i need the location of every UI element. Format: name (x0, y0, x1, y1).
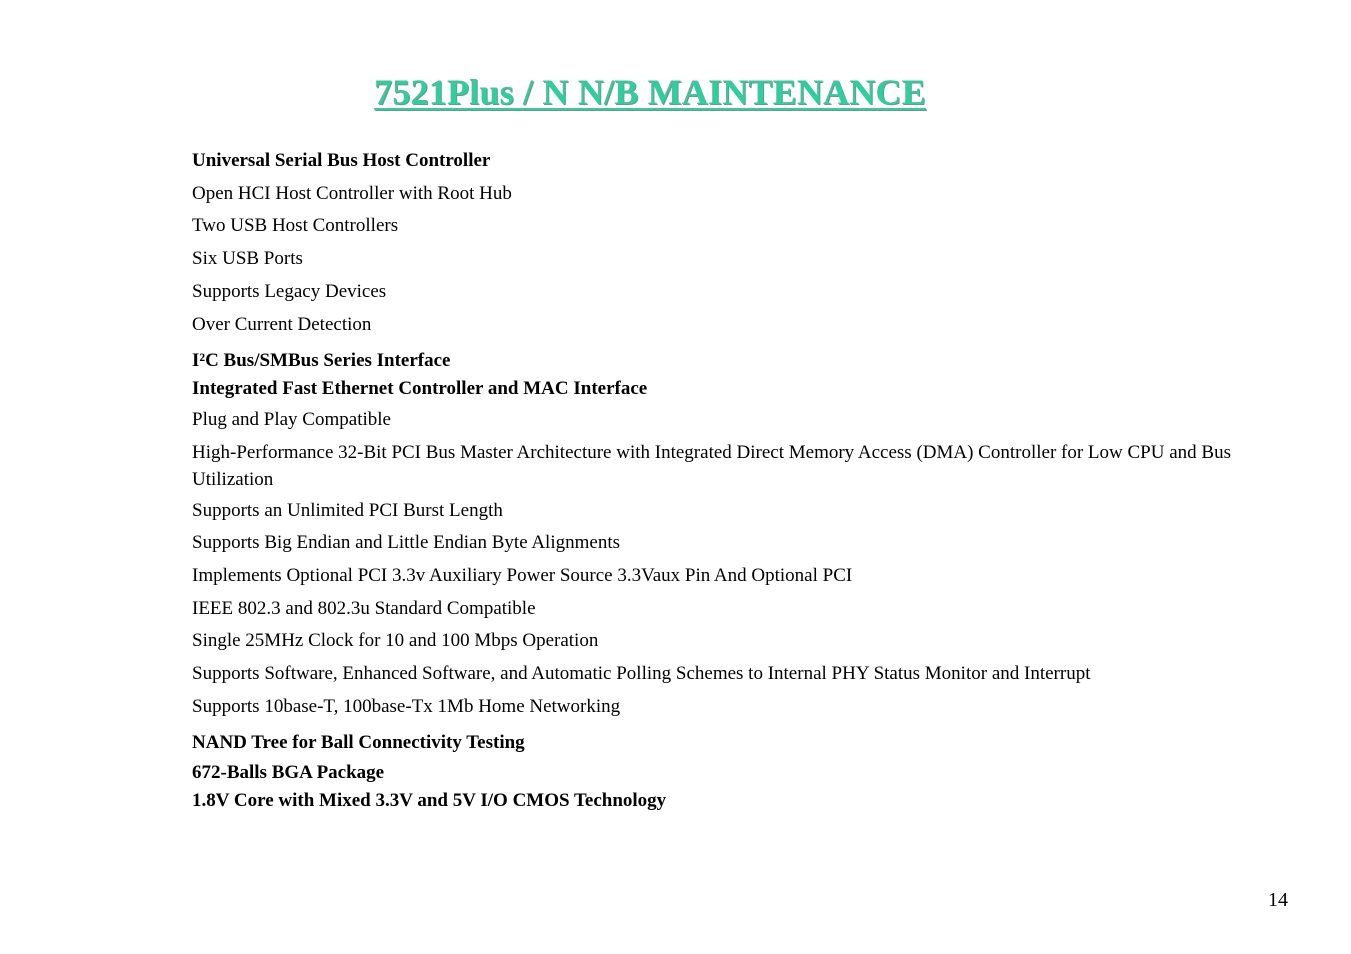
package-heading: 672-Balls BGA Package (192, 762, 385, 783)
ethernet-item-pnp: Plug and Play Compatible (192, 409, 391, 430)
usb-item-overcurrent: Over Current Detection (192, 314, 372, 335)
ethernet-item-clock: Single 25MHz Clock for 10 and 100 Mbps Operation (192, 630, 599, 651)
nand-heading: NAND Tree for Ball Connectivity Testing (192, 732, 525, 753)
ethernet-item-polling: Supports Software, Enhanced Software, and Automatic Polling Schemes to Internal PHY Status Monitor and Interrupt (192, 663, 1091, 684)
usb-heading: Universal Serial Bus Host Controller (192, 150, 491, 171)
page-number: 14 (1268, 889, 1288, 911)
usb-item-legacy: Supports Legacy Devices (192, 281, 387, 302)
ethernet-item-ieee: IEEE 802.3 and 802.3u Standard Compatible (192, 598, 536, 619)
ethernet-item-endian: Supports Big Endian and Little Endian Byte Alignments (192, 532, 620, 553)
page-title: 7521Plus / N N/B MAINTENANCE (374, 72, 926, 112)
ethernet-item-aux-power: Implements Optional PCI 3.3v Auxiliary Power Source 3.3Vaux Pin And Optional PCI (192, 565, 853, 586)
ethernet-item-burst: Supports an Unlimited PCI Burst Length (192, 500, 503, 521)
ethernet-item-pci-master: High-Performance 32-Bit PCI Bus Master Architecture with Integrated Direct Memory Access (DMA) Controller for Low CPU and Bus Utilization (192, 442, 1231, 490)
usb-item-ohci: Open HCI Host Controller with Root Hub (192, 183, 512, 204)
core-heading: 1.8V Core with Mixed 3.3V and 5V I/O CMOS Technology (192, 790, 667, 811)
usb-item-host-controllers: Two USB Host Controllers (192, 215, 399, 236)
usb-item-ports: Six USB Ports (192, 248, 303, 269)
ethernet-item-networking: Supports 10base-T, 100base-Tx 1Mb Home Networking (192, 696, 621, 717)
ethernet-heading: Integrated Fast Ethernet Controller and MAC Interface (192, 378, 648, 399)
i2c-heading: I²C Bus/SMBus Series Interface (192, 350, 451, 371)
